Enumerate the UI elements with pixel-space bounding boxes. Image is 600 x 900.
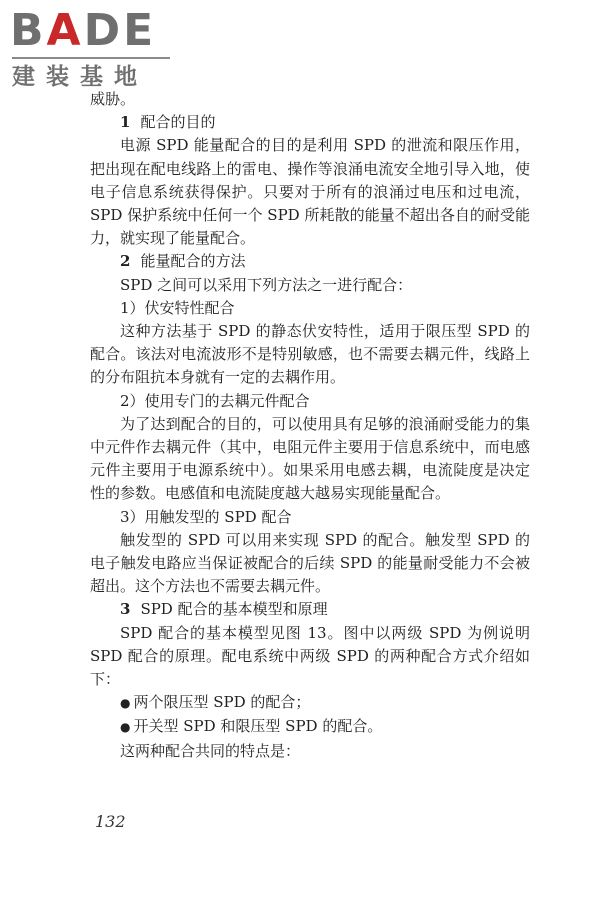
logo-subtitle: 建装基地	[12, 64, 148, 90]
logo	[10, 6, 170, 90]
section-heading-2: 2 能量配合的方法	[120, 252, 246, 271]
bullet-icon: ●	[120, 696, 131, 711]
paragraph: 触发型的 SPD 可以用来实现 SPD 的配合。触发型 SPD 的电子触发电路应当保证被配合的后续 SPD 的能量耐受能力不会被超出。这个方法也不需要去耦元件。	[90, 530, 530, 596]
page-body	[90, 88, 530, 763]
subheading-3: 3）用触发型的 SPD 配合	[120, 507, 292, 526]
paragraph: 这两种配合共同的特点是：	[120, 741, 301, 760]
section-heading-3: 3 SPD 配合的基本模型和原理	[120, 600, 328, 619]
subheading-2: 2）使用专门的去耦元件配合	[120, 391, 310, 410]
page-number: 132	[95, 812, 126, 831]
paragraph: 这种方法基于 SPD 的静态伏安特性，适用于限压型 SPD 的配合。该法对电流波形不是特别敏感，也不需要去耦元件，线路上的分布阻抗本身就有一定的去耦作用。	[90, 322, 530, 387]
logo-wordmark: BADE	[10, 5, 157, 56]
logo-divider	[12, 57, 170, 59]
list-item: ● 两个限压型 SPD 的配合；	[120, 693, 311, 712]
section-heading-1: 1 配合的目的	[120, 113, 216, 132]
list-item: ● 开关型 SPD 和限压型 SPD 的配合。	[120, 717, 383, 736]
paragraph: SPD 之间可以采用下列方法之一进行配合：	[120, 275, 413, 294]
subheading-1: 1）伏安特性配合	[120, 298, 235, 317]
paragraph: 为了达到配合的目的，可以使用具有足够的浪涌耐受能力的集中元件作去耦元件（其中，电阻元件主要用于信息系统中，而电感元件主要用于电源系统中）。如果采用电感去耦，电流陡度是决定性的参数。电感值和电流陡度越大越易实现能量配合。	[90, 414, 530, 503]
bullet-icon: ●	[120, 720, 131, 735]
paragraph: 电源 SPD 能量配合的目的是利用 SPD 的泄流和限压作用，把出现在配电线路上的雷电、操作等浪涌电流安全地引导入地，使电子信息系统获得保护。只要对于所有的浪涌过电压和过电流，SPD 保护系统中任何一个 SPD 所耗散的能量不超出各自的耐受能力，就实现了能量配合。	[90, 136, 530, 248]
paragraph: SPD 配合的基本模型见图 13。图中以两级 SPD 为例说明 SPD 配合的原理。配电系统中两级 SPD 的两种配合方式介绍如下：	[90, 623, 530, 689]
paragraph: 威胁。	[90, 90, 136, 108]
